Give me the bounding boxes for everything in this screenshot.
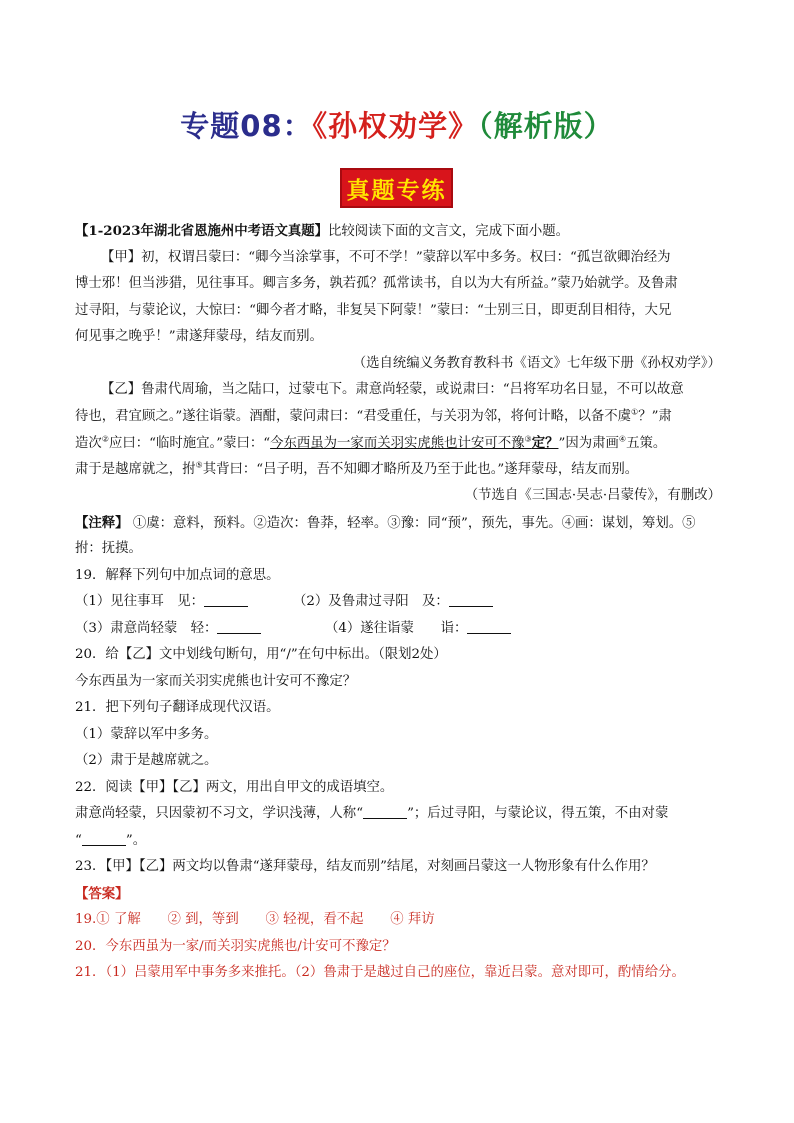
source-tag: 【1-2023年湖北省恩施州中考语文真题】 [75,223,329,239]
answer-blank[interactable] [204,592,248,607]
passage-yi-line: 待也，君宜顾之。”遂往诣蒙。酒酣，蒙问肃曰：“君受重任，与关羽为邻，将何计略，以备不虞①？”肃 [75,407,672,424]
answer-21: 21．（1）吕蒙用军中事务多来推托。（2）鲁肃于是越过自己的座位，靠近吕蒙。意对即可，酌情给分。 [75,965,685,980]
answer-blank[interactable] [363,804,407,819]
passage-yi-line: 造次②应曰：“临时施宜。”蒙曰：“今东西虽为一家而关羽实虎熊也计安可不豫③定？”因为肃画④五策。 [75,434,667,451]
citation-jia: （选自统编义务教育教科书《语文》七年级下册《孙权劝学》） [352,355,721,371]
citation-yi: （节选自《三国志·吴志·吕蒙传》，有删改） [464,488,721,503]
answer-blank[interactable] [82,831,126,846]
question-21-item: （1）蒙辞以军中多务。 [75,726,218,742]
answer-19: 19.① 了解 ② 到，等到 ③ 轻视，看不起 ④ 拜访 [75,912,435,927]
answer-blank[interactable] [449,592,493,607]
answer-label: 【答案】 [75,885,129,902]
question-20-stem: 20．给【乙】文中划线句断句，用“/”在句中标出。（限划2处） [75,647,447,662]
question-21-stem: 21．把下列句子翻译成现代汉语。 [75,700,280,715]
title-prefix: 专题08： [180,109,313,143]
notes-line: 【注释】 ①虞：意料，预料。②造次：鲁莽，轻率。③豫：同“预”，预先，事先。④画：谋划，筹划。⑤ [75,514,696,531]
passage-jia-line: 何见事之晚乎！”肃遂拜蒙母，结友而别。 [75,329,323,344]
answer-blank[interactable] [467,619,511,634]
notes-label: 【注释】 [75,514,129,531]
page-title [0,104,794,145]
question-22-stem: 22．阅读【甲】【乙】两文，用出自甲文的成语填空。 [75,779,394,795]
document-body [75,218,725,987]
question-21-item: （2）肃于是越席就之。 [75,753,218,768]
passage-yi-line: 【乙】鲁肃代周瑜，当之陆口，过蒙屯下。肃意尚轻蒙，或说肃曰：“吕将军功名日显，不可以故意 [101,382,684,397]
question-20-sentence: 今东西虽为一家而关羽实虎熊也计安可不豫定？ [75,673,357,689]
question-19-row: （1）见往事耳 见： （2）及鲁肃过寻阳 及： [75,589,725,616]
notes-line: 拊：抚摸。 [75,541,142,556]
title-book: 《孙权劝学》 [312,109,479,143]
question-22-line: “ ”。 [75,832,147,848]
passage-jia-line: 过寻阳，与蒙论议，大惊曰：“卿今者才略，非复吴下阿蒙！”蒙曰：“士别三日，即更刮目相待，大兄 [75,302,672,318]
question-19-stem: 19．解释下列句中加点词的意思。 [75,567,280,583]
passage-jia-line: 博士邪！但当涉猎，见往事耳。卿言多务，孰若孤？孤常读书，自以为大有所益。”蒙乃始就学。及鲁肃 [75,276,678,291]
question-22-line: 肃意尚轻蒙，只因蒙初不习文，学识浅薄，人称“ ”；后过寻阳，与蒙论议，得五策，不由对蒙 [75,806,669,821]
section-banner: 真题专练 [340,168,453,208]
answer-blank[interactable] [217,619,261,634]
title-suffix: （解析版） [478,109,614,143]
answer-20: 20．今东西虽为一家/而关羽实虎熊也/计安可不豫定？ [75,938,396,954]
question-19-row: （3）肃意尚轻蒙 轻： （4）遂往诣蒙 诣： [75,616,725,643]
passage-jia-line: 【甲】初，权谓吕蒙曰：“卿今当涂掌事，不可不学！”蒙辞以军中多务。权曰：“孤岂欲卿治经为 [101,249,671,265]
passage-yi-line: 肃于是越席就之，拊⑤其背曰：“吕子明，吾不知卿才略所及乃至于此也。”遂拜蒙母，结友而别。 [75,460,639,477]
question-23-stem: 23．【甲】【乙】两文均以鲁肃“遂拜蒙母，结友而别”结尾，对刻画吕蒙这一人物形象有什么作用？ [75,859,655,874]
source-instruction: 比较阅读下面的文言文，完成下面小题。 [328,224,570,239]
source-line [75,218,725,245]
underlined-sentence: 今东西虽为一家而关羽实虎熊也计安可不豫③定？ [270,434,559,451]
